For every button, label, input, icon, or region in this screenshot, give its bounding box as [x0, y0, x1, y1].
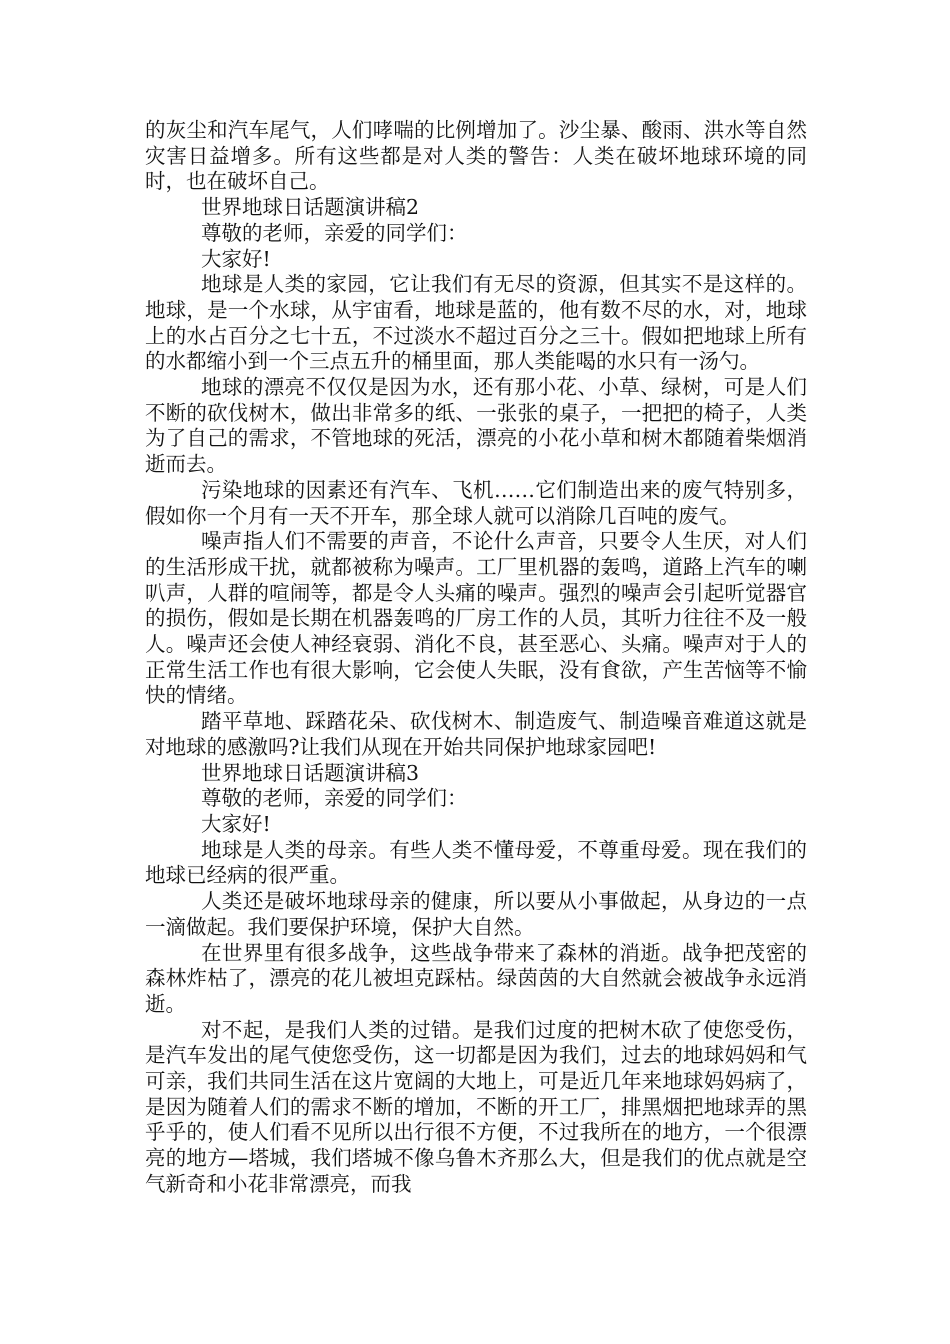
greeting: 大家好! [201, 811, 271, 836]
body-paragraph: 污染地球的因素还有汽车、飞机……它们制造出来的废气特别多，假如你一个月有一天不开车，那全球人就可以消除几百吨的废气。 [145, 477, 807, 528]
body-paragraph: 地球的漂亮不仅仅是因为水，还有那小花、小草、绿树，可是人们不断的砍伐树木，做出非常多的纸、一张张的桌子，一把把的椅子，人类为了自己的需求，不管地球的死活，漂亮的小花小草和树木都随着柴烟消逝而去。 [145, 375, 807, 477]
body-paragraph: 地球是人类的家园，它让我们有无尽的资源，但其实不是这样的。地球，是一个水球，从宇宙看，地球是蓝的，他有数不尽的水，对，地球上的水占百分之七十五，不过淡水不超过百分之三十。假如把地球上所有的水都缩小到一个三点五升的桶里面，那人类能喝的水只有一汤勺。 [145, 272, 807, 374]
continuation-paragraph: 的灰尘和汽车尾气，人们哮喘的比例增加了。沙尘暴、酸雨、洪水等自然灾害日益增多。所有这些都是对人类的警告：人类在破坏地球环境的同时，也在破坏自己。 [145, 118, 807, 194]
body-paragraph: 对不起，是我们人类的过错。是我们过度的把树木砍了使您受伤，是汽车发出的尾气使您受伤，这一切都是因为我们，过去的地球妈妈和气可亲，我们共同生活在这片宽阔的大地上，可是近几年来地球妈妈病了，是因为随着人们的需求不断的增加，不断的开工厂，排黑烟把地球弄的黑乎乎的，使人们看不见所以出行很不方便，不过我所在的地方，一个很漂亮的地方—塔城，我们塔城不像乌鲁木齐那么大，但是我们的优点就是空气新奇和小花非常漂亮，而我 [145, 1017, 807, 1196]
speech-title-2: 世界地球日话题演讲稿2 [201, 195, 420, 220]
body-paragraph: 踏平草地、踩踏花朵、砍伐树木、制造废气、制造噪音难道这就是对地球的感激吗?让我们从现在开始共同保护地球家园吧! [145, 709, 807, 759]
body-paragraph: 噪声指人们不需要的声音，不论什么声音，只要令人生厌，对人们的生活形成干扰，就都被称为噪声。工厂里机器的轰鸣，道路上汽车的喇叭声，人群的喧闹等，都是令人头痛的噪声。强烈的噪声会引起听觉器官的损伤，假如是长期在机器轰鸣的厂房工作的人员，其听力往往不及一般人。噪声还会使人神经衰弱、消化不良，甚至恶心、头痛。噪声对于人的正常生活工作也有很大影响，它会使人失眠，没有食欲，产生苦恼等不愉快的情绪。 [145, 529, 807, 708]
salutation: 尊敬的老师，亲爱的同学们： [201, 220, 468, 245]
body-paragraph: 人类还是破坏地球母亲的健康，所以要从小事做起，从身边的一点一滴做起。我们要保护环境，保护大自然。 [145, 889, 807, 939]
speech-title-3: 世界地球日话题演讲稿3 [201, 760, 420, 785]
document-page [145, 118, 807, 1198]
salutation: 尊敬的老师，亲爱的同学们： [201, 786, 468, 811]
body-paragraph: 地球是人类的母亲。有些人类不懂母爱，不尊重母爱。现在我们的地球已经病的很严重。 [145, 837, 807, 888]
greeting: 大家好! [201, 246, 271, 271]
body-paragraph: 在世界里有很多战争，这些战争带来了森林的消逝。战争把茂密的森林炸枯了，漂亮的花儿被坦克踩枯。绿茵茵的大自然就会被战争永远消逝。 [145, 940, 807, 1016]
